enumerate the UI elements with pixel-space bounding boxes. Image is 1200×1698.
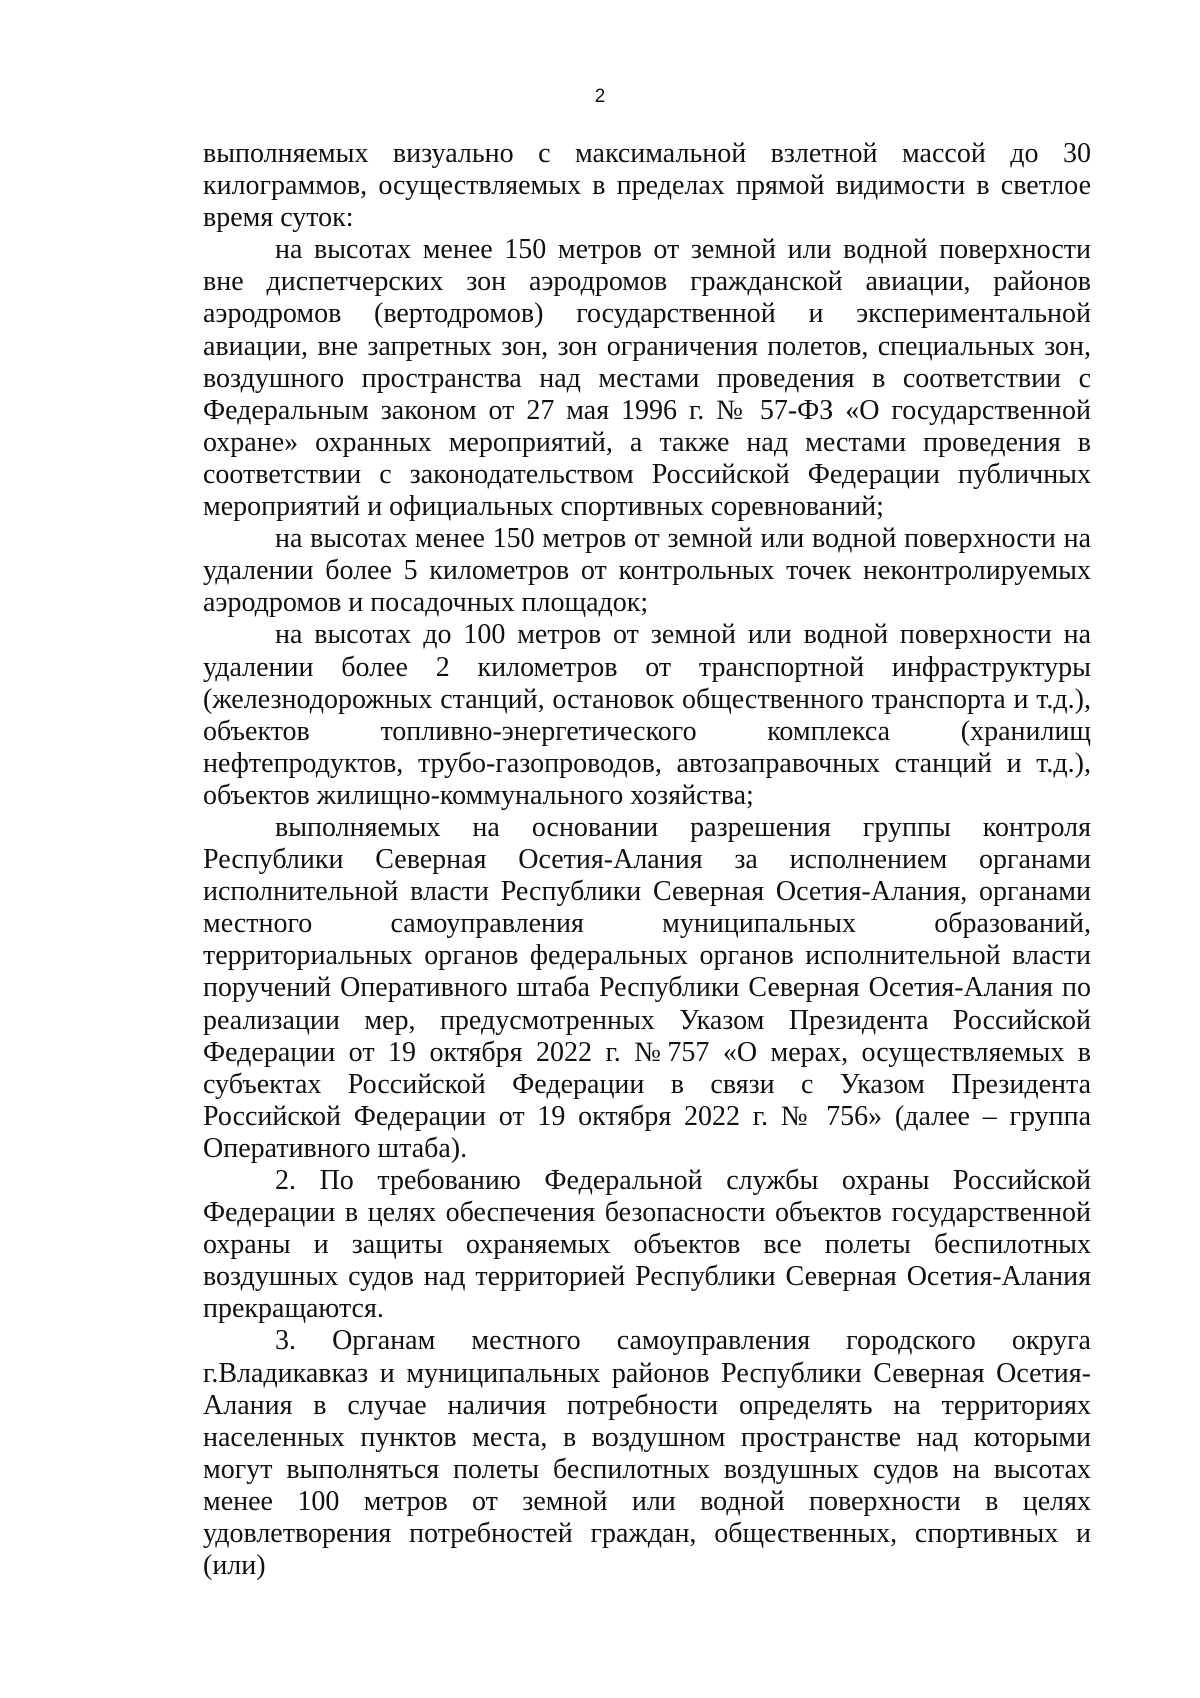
- paragraph-6: 2. По требованию Федеральной службы охраны Российской Федерации в целях обеспечения безопасности объектов государственной охраны и защиты охраняемых объектов все полеты беспилотных воздушных судов над территорией Республики Северная Осетия-Алания прекращаются.: [203, 1165, 1091, 1325]
- paragraph-3: на высотах менее 150 метров от земной или водной поверхности на удалении более 5 километров от контрольных точек неконтролируемых аэродромов и посадочных площадок;: [203, 523, 1091, 619]
- paragraph-7: 3. Органам местного самоуправления городского округа г.Владикавказ и муниципальных районов Республики Северная Осетия-Алания в случае наличия потребности определять на территориях населенных пунктов места, в воздушном пространстве над которыми могут выполняться полеты беспилотных воздушных судов на высотах менее 100 метров от земной или водной поверхности в целях удовлетворения потребностей граждан, общественных, спортивных и (или): [203, 1325, 1091, 1582]
- paragraph-4: на высотах до 100 метров от земной или водной поверхности на удалении более 2 километров от транспортной инфраструктуры (железнодорожных станций, остановок общественного транспорта и т.д.), объектов топливно-энергетического комплекса (хранилищ нефтепродуктов, трубо-газопроводов, автозаправочных станций и т.д.), объектов жилищно-коммунального хозяйства;: [203, 619, 1091, 811]
- paragraph-1: выполняемых визуально с максимальной взлетной массой до 30 килограммов, осуществляемых в пределах прямой видимости в светлое время суток:: [203, 138, 1091, 234]
- document-body: [203, 138, 1091, 1582]
- paragraph-5: выполняемых на основании разрешения группы контроля Республики Северная Осетия-Алания за исполнением органами исполнительной власти Республики Северная Осетия-Алания, органами местного самоуправления муниципальных образований, территориальных органов федеральных органов исполнительной власти поручений Оперативного штаба Республики Северная Осетия-Алания по реализации мер, предусмотренных Указом Президента Российской Федерации от 19 октября 2022 г. №757 «О мерах, осуществляемых в субъектах Российской Федерации в связи с Указом Президента Российской Федерации от 19 октября 2022 г. № 756» (далее – группа Оперативного штаба).: [203, 811, 1091, 1164]
- paragraph-2: на высотах менее 150 метров от земной или водной поверхности вне диспетчерских зон аэродромов гражданской авиации, районов аэродромов (вертодромов) государственной и экспериментальной авиации, вне запретных зон, зон ограничения полетов, специальных зон, воздушного пространства над местами проведения в соответствии с Федеральным законом от 27 мая 1996 г. № 57-ФЗ «О государственной охране» охранных мероприятий, а также над местами проведения в соответствии с законодательством Российской Федерации публичных мероприятий и официальных спортивных соревнований;: [203, 234, 1091, 523]
- page-number: 2: [594, 86, 606, 107]
